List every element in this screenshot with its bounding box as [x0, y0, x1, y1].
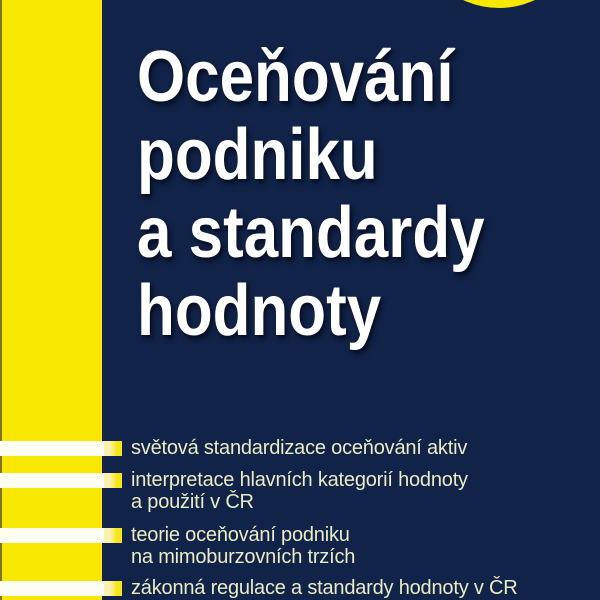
title-line: Oceňování — [137, 37, 454, 117]
list-item — [131, 437, 467, 459]
list-item-line: na mimoburzovních trzích — [131, 546, 356, 568]
list-band — [0, 473, 104, 488]
title-line: hodnoty — [137, 271, 382, 351]
left-yellow-stripe — [0, 0, 102, 600]
bullet-marker — [104, 441, 122, 456]
list-item-line: a použití v ČR — [131, 491, 254, 513]
list-item-line: zákonná regulace a standardy hodnoty v ČR — [131, 577, 518, 599]
list-band — [0, 441, 104, 456]
bullet-marker — [104, 473, 122, 488]
cover-left-edge — [0, 0, 2, 600]
list-item-line: interpretace hlavních kategorií hodnoty — [131, 469, 468, 491]
list-item — [131, 577, 518, 599]
list-item-line: světová standardizace oceňování aktiv — [131, 437, 468, 459]
book-title — [137, 38, 485, 350]
bullet-marker — [104, 581, 122, 596]
list-item — [131, 469, 468, 513]
list-band — [0, 528, 104, 543]
bullet-marker — [104, 528, 122, 543]
list-item — [131, 524, 355, 568]
title-line: a standardy — [137, 193, 485, 273]
list-band — [0, 581, 104, 596]
list-item-line: teorie oceňování podniku — [131, 524, 350, 546]
title-line: podniku — [137, 115, 378, 195]
publisher-circle-decoration — [414, 0, 584, 8]
